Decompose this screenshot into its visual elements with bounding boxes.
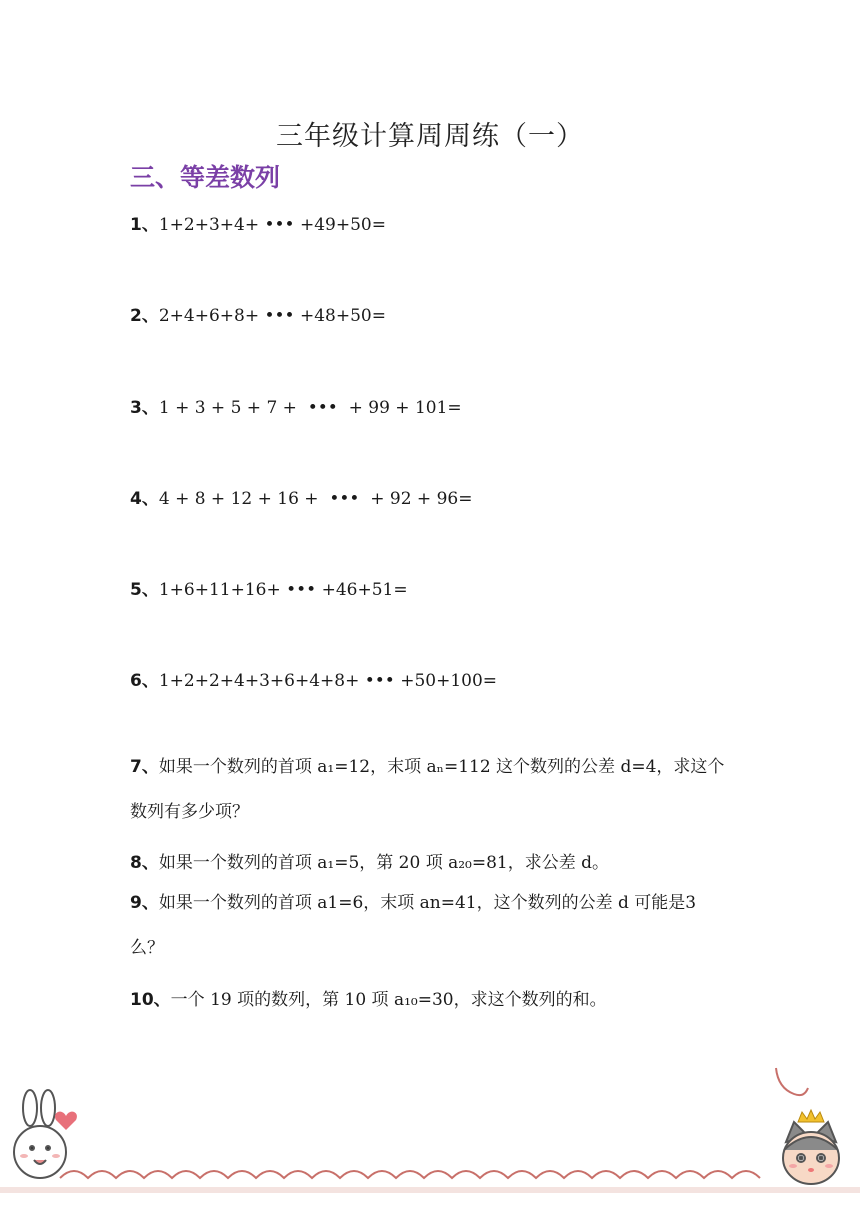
scalloped-border [0, 1068, 860, 1190]
question-text: 1+6+11+16+ ••• +46+51= [158, 580, 408, 600]
question-2 [130, 301, 740, 326]
question-number: 1、 [130, 215, 159, 235]
question-text: 如果一个数列的首项 a₁=5，第 20 项 a₂₀=81，求公差 d。 [158, 853, 610, 873]
question-number: 9、 [130, 893, 159, 913]
question-5 [130, 575, 740, 600]
question-10 [130, 985, 740, 1010]
page-title: 三年级计算周周练（一） [276, 121, 584, 152]
question-number: 3、 [130, 398, 159, 418]
question-number: 8、 [130, 853, 159, 873]
question-8 [130, 848, 740, 873]
cat-girl-icon [783, 1122, 839, 1184]
heart-icon [55, 1112, 77, 1130]
footer-decoration [0, 1050, 860, 1216]
question-text: 4 + 8 + 12 + 16 + ••• + 92 + 96= [158, 489, 473, 509]
question-7 [130, 745, 730, 835]
question-text: 1+2+3+4+ ••• +49+50= [158, 215, 386, 235]
question-number: 6、 [130, 671, 159, 691]
question-number: 2、 [130, 306, 159, 326]
crown-icon [798, 1110, 824, 1122]
bunny-icon [14, 1090, 66, 1178]
question-9 [130, 881, 730, 971]
question-text: 一个 19 项的数列，第 10 项 a₁₀=30，求这个数列的和。 [170, 990, 607, 1010]
question-text: 如果一个数列的首项 a₁=12，末项 aₙ=112 这个数列的公差 d=4，求这个数列有多少项？ [130, 757, 725, 822]
question-text: 1 + 3 + 5 + 7 + ••• + 99 + 101= [158, 398, 462, 418]
section-heading: 三、等差数列 [130, 163, 281, 192]
question-text: 1+2+2+4+3+6+4+8+ ••• +50+100= [158, 671, 498, 691]
question-number: 10、 [130, 990, 171, 1010]
question-number: 4、 [130, 489, 159, 509]
question-number: 7、 [130, 757, 159, 777]
question-text: 2+4+6+8+ ••• +48+50= [158, 306, 386, 326]
question-text: 如果一个数列的首项 a1=6，末项 an=41，这个数列的公差 d 可能是3 么？ [130, 893, 697, 958]
question-4 [130, 484, 740, 509]
question-6 [130, 666, 740, 691]
question-number: 5、 [130, 580, 159, 600]
question-3 [130, 393, 740, 418]
question-1 [130, 210, 740, 235]
